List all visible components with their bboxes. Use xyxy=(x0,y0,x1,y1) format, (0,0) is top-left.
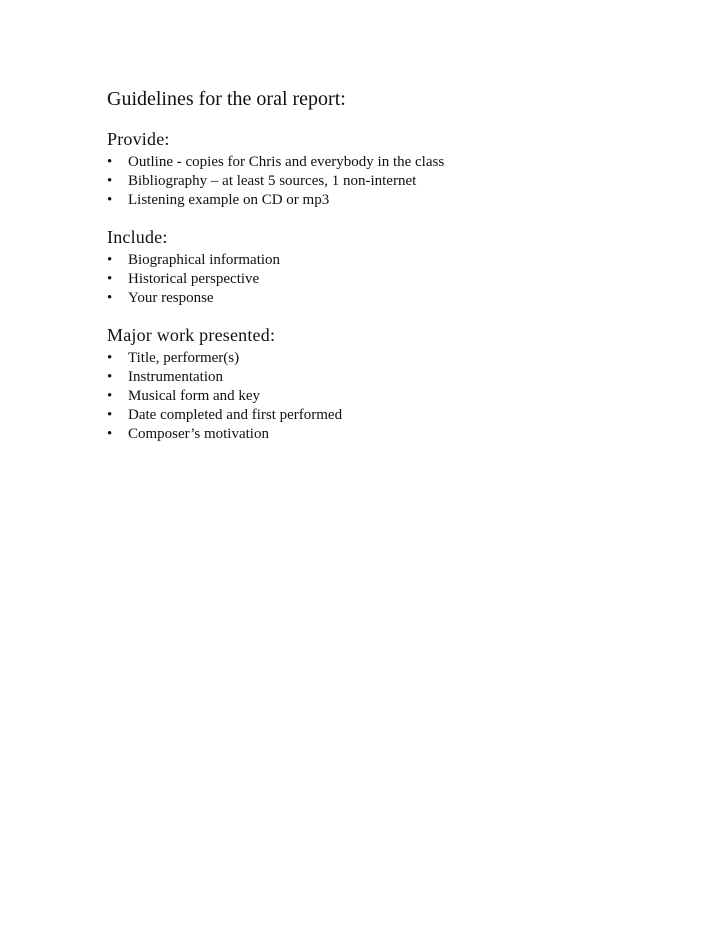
list-item-text: Outline - copies for Chris and everybody in the class xyxy=(128,154,445,170)
list-item xyxy=(107,270,728,289)
include-list xyxy=(107,251,728,308)
list-item xyxy=(107,191,728,210)
list-item-text: Title, performer(s) xyxy=(128,350,240,366)
list-item xyxy=(107,289,728,308)
list-item-text: Composer’s motivation xyxy=(128,426,269,442)
section-major-work xyxy=(107,324,728,444)
bullet-icon: • xyxy=(107,173,113,189)
bullet-icon: • xyxy=(107,192,113,208)
list-item xyxy=(107,368,728,387)
list-item-text: Your response xyxy=(128,290,214,306)
list-item xyxy=(107,387,728,406)
list-item xyxy=(107,172,728,191)
list-item-text: Biographical information xyxy=(128,252,281,268)
list-item xyxy=(107,425,728,444)
list-item xyxy=(107,153,728,172)
section-include xyxy=(107,226,728,308)
bullet-icon: • xyxy=(107,369,113,385)
bullet-icon: • xyxy=(107,252,113,268)
provide-list xyxy=(107,153,728,210)
section-provide xyxy=(107,128,728,210)
list-item-text: Bibliography – at least 5 sources, 1 non-internet xyxy=(128,173,417,189)
major-work-list xyxy=(107,349,728,444)
list-item xyxy=(107,406,728,425)
bullet-icon: • xyxy=(107,388,113,404)
list-item-text: Listening example on CD or mp3 xyxy=(128,192,330,208)
section-heading-include: Include: xyxy=(107,227,168,247)
bullet-icon: • xyxy=(107,290,113,306)
bullet-icon: • xyxy=(107,407,113,423)
list-item xyxy=(107,349,728,368)
list-item-text: Musical form and key xyxy=(128,388,261,404)
section-heading-major-work: Major work presented: xyxy=(107,325,276,345)
bullet-icon: • xyxy=(107,426,113,442)
section-heading-provide: Provide: xyxy=(107,129,170,149)
list-item-text: Instrumentation xyxy=(128,369,223,385)
bullet-icon: • xyxy=(107,271,113,287)
bullet-icon: • xyxy=(107,350,113,366)
document-title: Guidelines for the oral report: xyxy=(107,88,346,110)
bullet-icon: • xyxy=(107,154,113,170)
list-item-text: Historical perspective xyxy=(128,271,260,287)
list-item-text: Date completed and first performed xyxy=(128,407,343,423)
list-item xyxy=(107,251,728,270)
